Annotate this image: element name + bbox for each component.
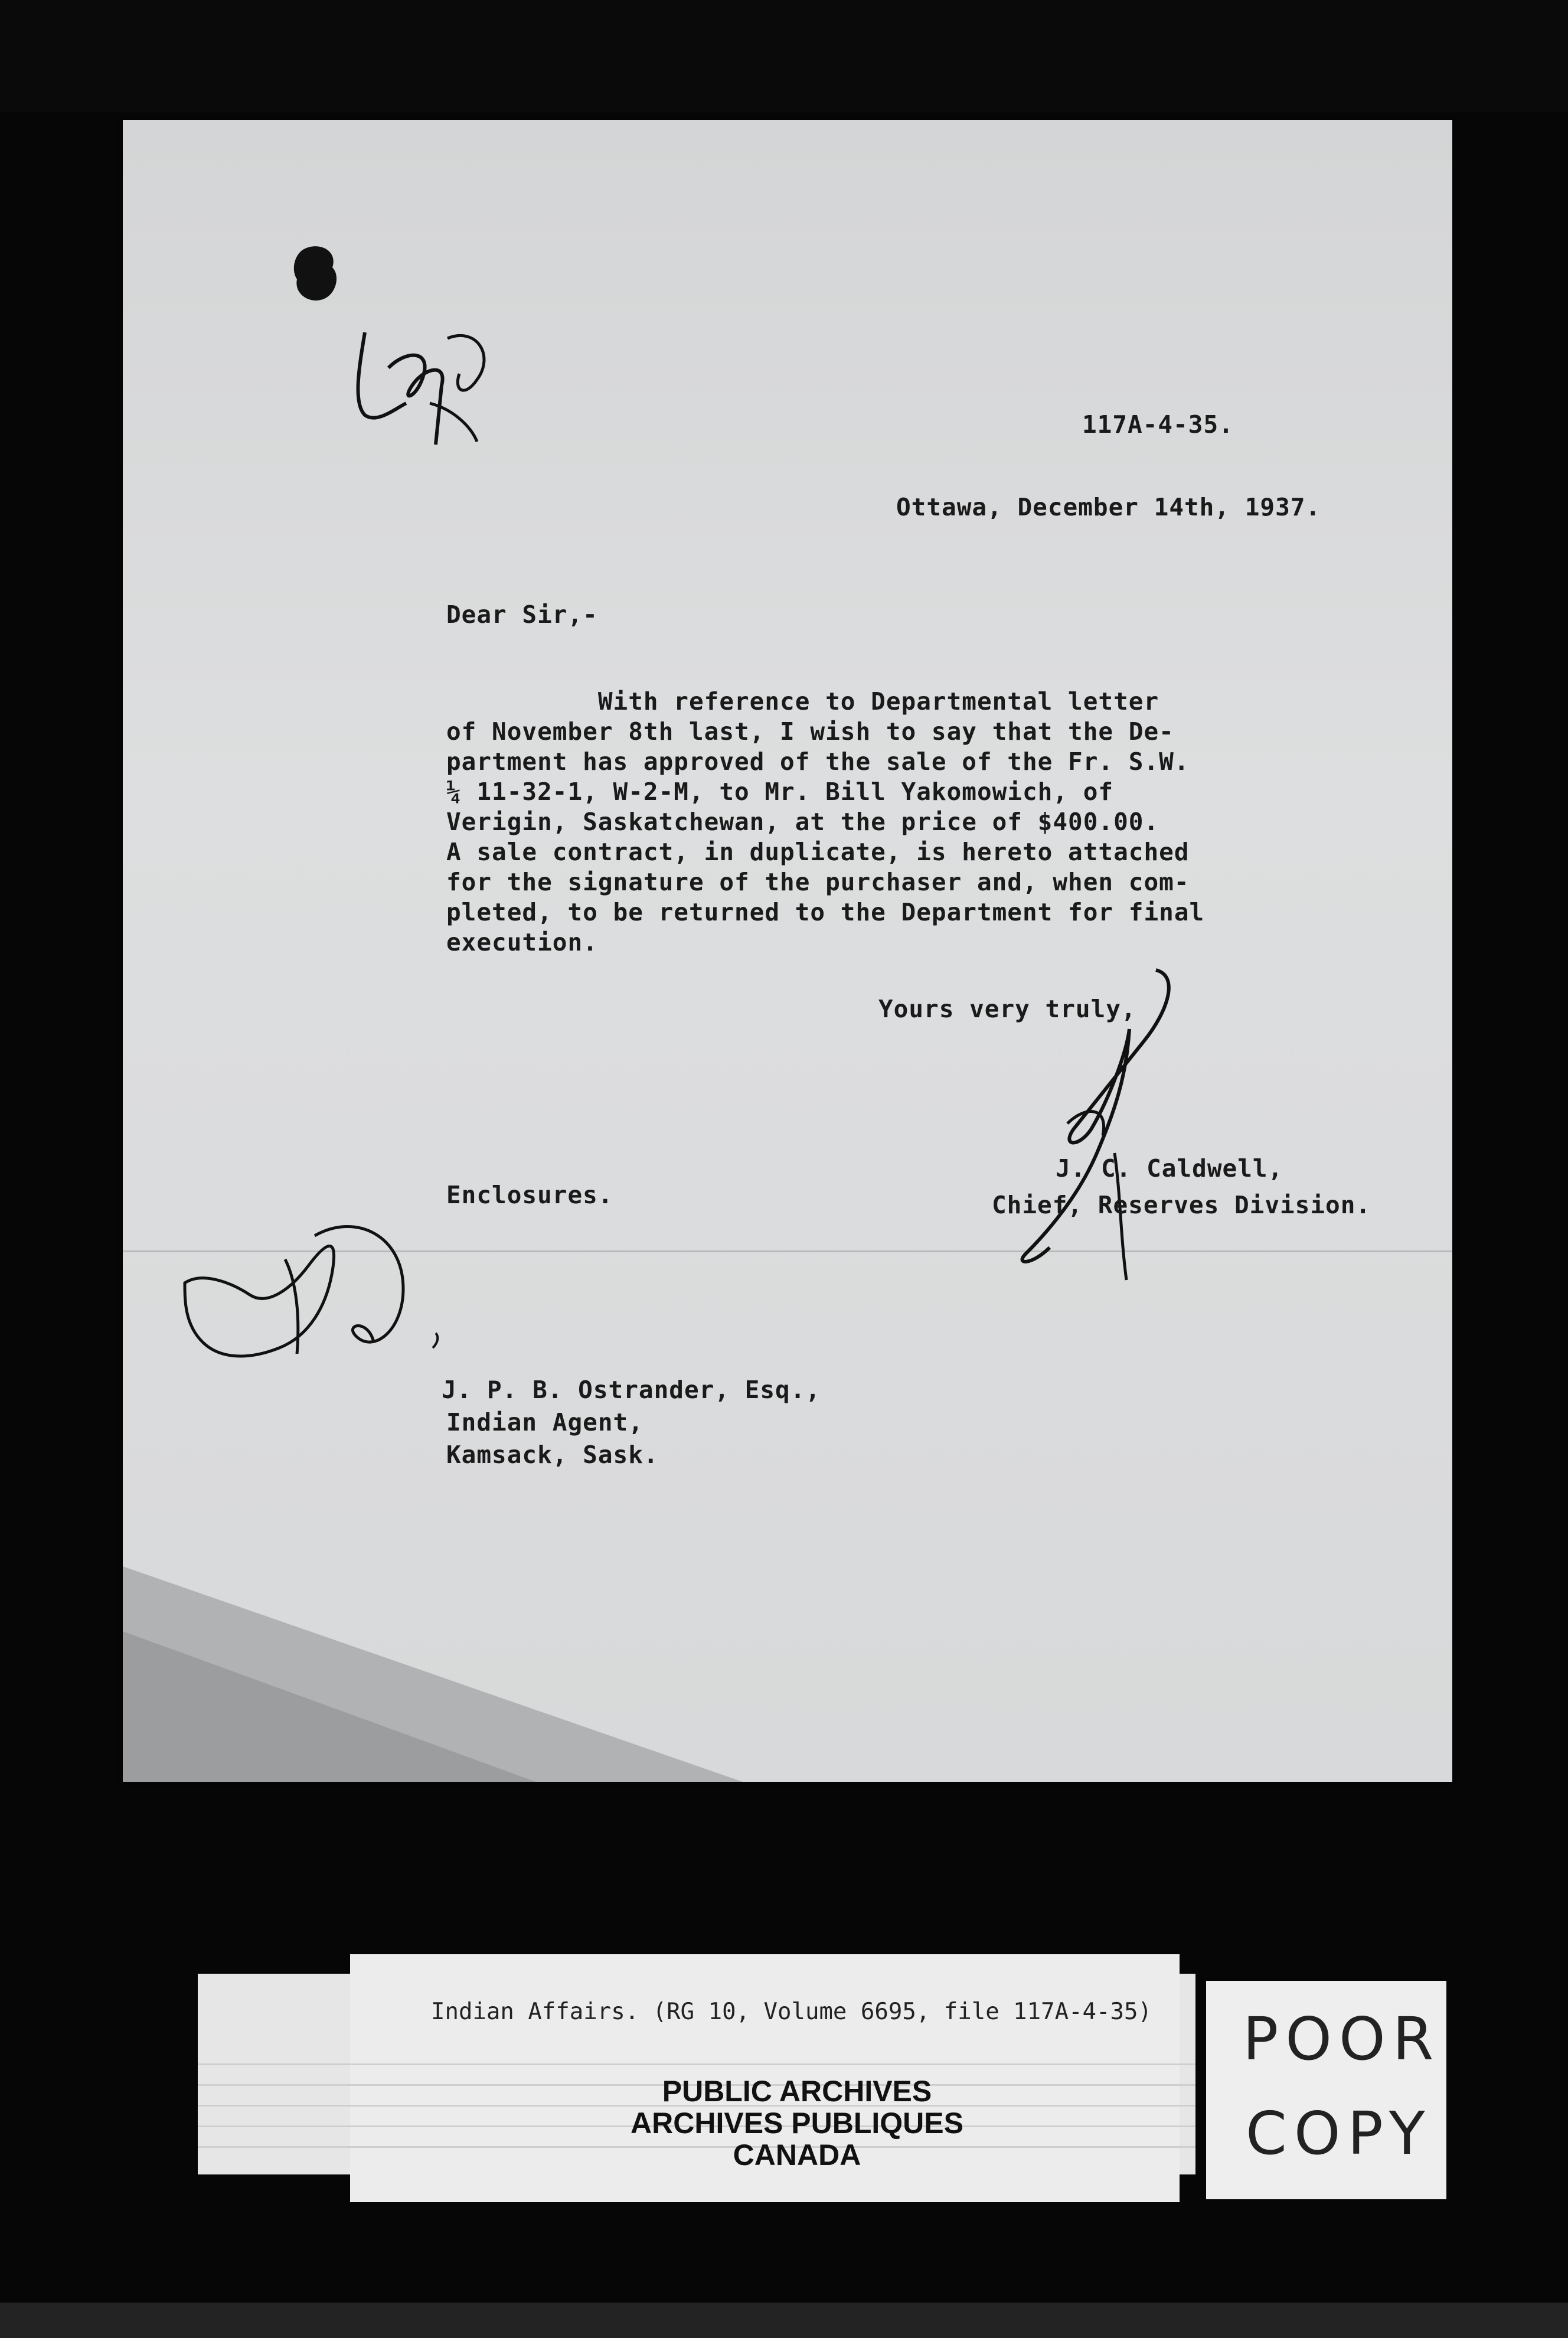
handwritten-initials-bottom bbox=[179, 1200, 486, 1389]
letter-page bbox=[123, 120, 1452, 1782]
handwritten-signature bbox=[979, 958, 1203, 1289]
ink-blot bbox=[291, 244, 344, 306]
address-line: Indian Agent, bbox=[446, 1408, 643, 1436]
body-line: partment has approved of the sale of the Fr. S.W. bbox=[446, 747, 1190, 776]
archive-country: CANADA bbox=[733, 2138, 861, 2172]
label-divider bbox=[198, 2063, 1195, 2065]
signatory-name: J. C. Caldwell, bbox=[1056, 1154, 1283, 1183]
archive-name-english: PUBLIC ARCHIVES bbox=[662, 2075, 932, 2108]
address-line: Kamsack, Sask. bbox=[446, 1441, 659, 1469]
handwritten-initials-top bbox=[341, 315, 507, 450]
body-line: pleted, to be returned to the Department for final bbox=[446, 898, 1205, 926]
film-border-top bbox=[0, 0, 1568, 112]
date-line: Ottawa, December 14th, 1937. bbox=[896, 493, 1321, 521]
closing: Yours very truly, bbox=[878, 995, 1136, 1023]
quality-note-copy: COPY bbox=[1246, 2099, 1432, 2168]
body-line: With reference to Departmental letter bbox=[446, 687, 1159, 716]
body-line: ¼ 11-32-1, W-2-M, to Mr. Bill Yakomowich, of bbox=[446, 778, 1114, 806]
body-line: execution. bbox=[446, 928, 598, 956]
film-border-bottom bbox=[0, 2303, 1568, 2338]
page-fold-shadow bbox=[123, 120, 1452, 1782]
enclosures-note: Enclosures. bbox=[446, 1181, 613, 1209]
body-line: A sale contract, in duplicate, is hereto attached bbox=[446, 838, 1190, 866]
archive-reference: Indian Affairs. (RG 10, Volume 6695, file 117A-4-35) bbox=[431, 1999, 1152, 2025]
file-number: 117A-4-35. bbox=[1082, 410, 1234, 439]
salutation: Dear Sir,- bbox=[446, 600, 598, 629]
archive-name-french: ARCHIVES PUBLIQUES bbox=[631, 2107, 963, 2140]
quality-note-poor: POOR bbox=[1243, 2004, 1441, 2073]
body-line: of November 8th last, I wish to say that the De- bbox=[446, 717, 1174, 746]
address-line: J. P. B. Ostrander, Esq., bbox=[442, 1376, 821, 1404]
body-line: for the signature of the purchaser and, when com- bbox=[446, 868, 1190, 896]
signatory-title: Chief, Reserves Division. bbox=[992, 1191, 1371, 1219]
body-line: Verigin, Saskatchewan, at the price of $400.00. bbox=[446, 808, 1159, 836]
